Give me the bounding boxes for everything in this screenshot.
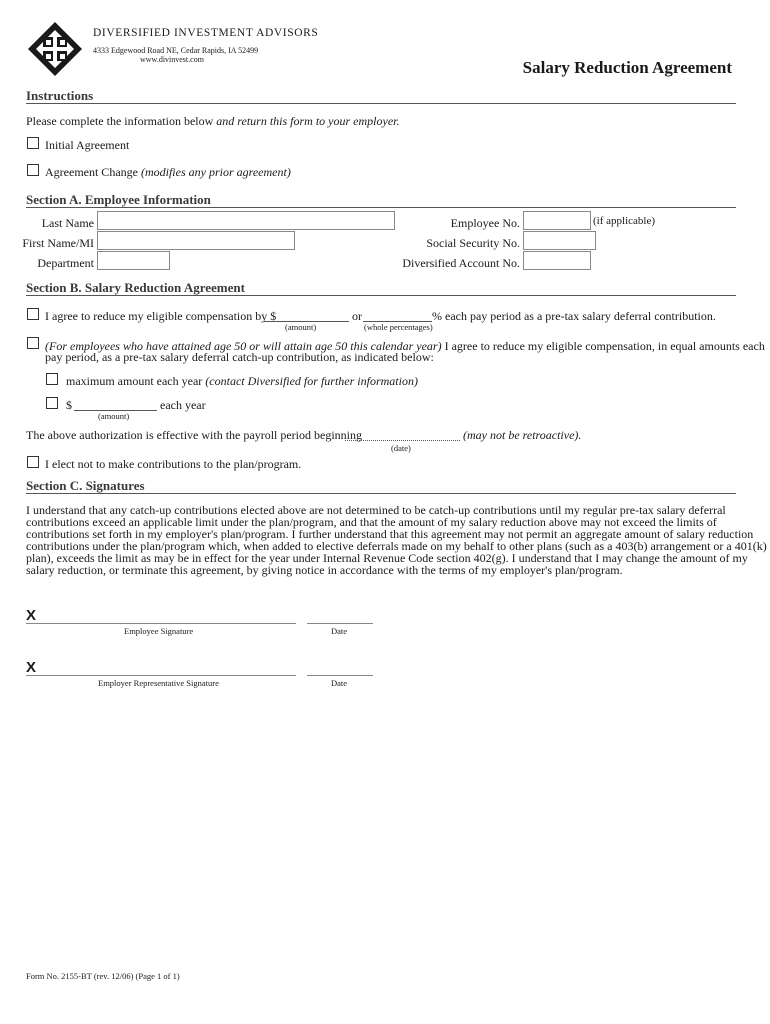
agreement-change-checkbox[interactable] xyxy=(27,164,39,176)
employee-signature-line[interactable] xyxy=(26,623,296,624)
instructions-heading: Instructions xyxy=(26,88,94,103)
company-website: www.divinvest.com xyxy=(140,55,204,64)
reduce-compensation-text-1: I agree to reduce my eligible compensation by $ xyxy=(45,309,277,323)
if-applicable-note: (if applicable) xyxy=(593,215,655,227)
catch-up-italic: (For employees who have attained age 50 or will attain age 50 this calendar year) xyxy=(45,339,442,353)
last-name-field[interactable] xyxy=(97,211,395,230)
agreement-change-label xyxy=(45,165,291,179)
paragraph-line: contributions exceed an applicable limit under the plan/program, and that the amount of my salary reduction above may not exceed the limits of xyxy=(26,515,717,529)
dollar-sign: $ xyxy=(66,398,72,412)
employee-no-field[interactable] xyxy=(523,211,591,230)
company-name: DIVERSIFIED INVESTMENT ADVISORS xyxy=(93,27,319,39)
reduce-compensation-checkbox[interactable] xyxy=(27,308,39,320)
or-text: or xyxy=(352,309,362,323)
agreement-change-text: Agreement Change xyxy=(45,165,138,179)
employee-date-line[interactable] xyxy=(307,623,373,624)
employee-signature-caption: Employee Signature xyxy=(124,626,194,636)
first-name-field[interactable] xyxy=(97,231,295,250)
employer-date-line[interactable] xyxy=(307,675,373,676)
section-b-rule xyxy=(26,295,736,296)
company-address: 4333 Edgewood Road NE, Cedar Rapids, IA 52499 xyxy=(93,46,259,55)
employee-no-label: Employee No. xyxy=(450,216,520,230)
effective-text: The above authorization is effective with the payroll period beginning xyxy=(26,428,363,442)
section-b-heading: Section B. Salary Reduction Agreement xyxy=(26,280,245,295)
instructions-text xyxy=(26,114,400,128)
elect-not-checkbox[interactable] xyxy=(27,456,39,468)
paragraph-line: salary reduction, or terminate this agreement, by giving notice in accordance with the terms of my employer's plan/program. xyxy=(26,563,623,577)
max-amount-note: (contact Diversified for further information) xyxy=(205,374,418,388)
employer-signature-caption: Employer Representative Signature xyxy=(98,678,219,688)
employer-date-caption: Date xyxy=(331,678,348,688)
instructions-rule xyxy=(26,103,736,104)
effective-date-line[interactable] xyxy=(345,440,460,441)
agreement-paragraph xyxy=(26,503,767,577)
ssn-label: Social Security No. xyxy=(426,236,520,250)
section-a-heading: Section A. Employee Information xyxy=(26,192,211,207)
employee-signature-x: X xyxy=(26,607,37,624)
whole-percentages-caption: (whole percentages) xyxy=(364,322,433,332)
date-caption: (date) xyxy=(391,443,411,453)
paragraph-line: I understand that any catch-up contributions elected above are not determined to be catch-up contributions until my regular pre-tax salary deferral xyxy=(26,503,726,517)
department-label: Department xyxy=(37,256,94,270)
max-amount-label xyxy=(66,374,418,388)
paragraph-line: plan), exceeds the limit as may be in effect for the year under Internal Revenue Code section 402(g). I understand that I may change the amount of my xyxy=(26,551,748,565)
section-c-heading: Section C. Signatures xyxy=(26,478,145,493)
section-c-rule xyxy=(26,493,736,494)
instructions-text-plain: Please complete the information below xyxy=(26,114,217,128)
catch-up-checkbox[interactable] xyxy=(27,337,39,349)
diversified-account-label: Diversified Account No. xyxy=(402,256,520,270)
last-name-label: Last Name xyxy=(41,216,94,230)
specific-amount-checkbox[interactable] xyxy=(46,397,58,409)
initial-agreement-checkbox[interactable] xyxy=(27,137,39,149)
initial-agreement-label: Initial Agreement xyxy=(45,138,130,152)
elect-not-label: I elect not to make contributions to the plan/program. xyxy=(45,457,302,471)
max-amount-text: maximum amount each year xyxy=(66,374,206,388)
instructions-text-italic: and return this form to your employer. xyxy=(216,114,400,128)
max-amount-checkbox[interactable] xyxy=(46,373,58,385)
not-retroactive-text: (may not be retroactive). xyxy=(463,428,582,442)
form-title: Salary Reduction Agreement xyxy=(522,58,732,77)
section-a-rule xyxy=(26,207,736,208)
employer-signature-x: X xyxy=(26,659,37,676)
catch-up-line-2: pay period, as a pre-tax salary deferral catch-up contribution, as indicated below: xyxy=(45,350,434,364)
first-name-label: First Name/MI xyxy=(22,236,94,250)
reduce-compensation-text-2: % each pay period as a pre-tax salary deferral contribution. xyxy=(432,309,716,323)
diversified-account-field[interactable] xyxy=(523,251,591,270)
agreement-change-note: (modifies any prior agreement) xyxy=(140,165,291,179)
each-year-text: each year xyxy=(160,398,206,412)
ssn-field[interactable] xyxy=(523,231,596,250)
employer-signature-line[interactable] xyxy=(26,675,296,676)
paragraph-line: contributions under the plan/program which, when added to elective deferrals made on my behalf to other plans (such as a 403(b) arrangement or a 401(k) xyxy=(26,539,767,553)
amount-caption: (amount) xyxy=(285,322,317,332)
department-field[interactable] xyxy=(97,251,170,270)
employee-date-caption: Date xyxy=(331,626,348,636)
form-number-footer: Form No. 2155-BT (rev. 12/06) (Page 1 of 1) xyxy=(26,971,180,981)
company-logo-icon xyxy=(26,20,84,78)
catch-up-line-1-rest: I agree to reduce my eligible compensation, in equal amounts each xyxy=(441,339,765,353)
amount-caption-2: (amount) xyxy=(98,411,130,421)
paragraph-line: contributions set forth in my employer's plan/program. I further understand that this agreement may not permit an aggregate amount of salary reduction xyxy=(26,527,754,541)
